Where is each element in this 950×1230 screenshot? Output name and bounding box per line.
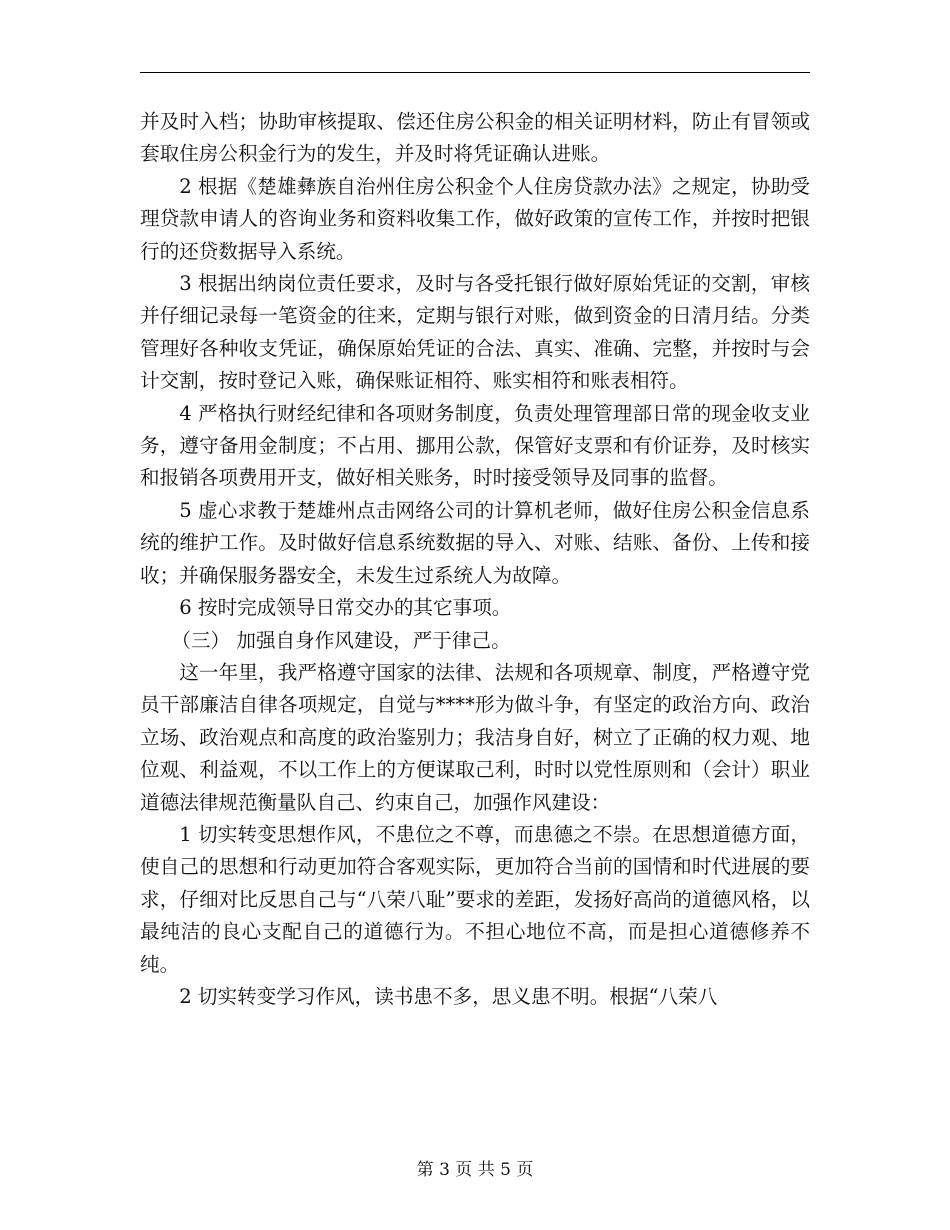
paragraph: 5 虚心求教于楚雄州点击网络公司的计算机老师，做好住房公积金信息系统的维护工作。及时做好信息系统数据的导入、对账、结账、备份、上传和接收；并确保服务器安全，未发生过系统人为故障。 bbox=[140, 498, 810, 587]
body-text bbox=[140, 106, 810, 1013]
paragraph: 并及时入档；协助审核提取、偿还住房公积金的相关证明材料，防止有冒领或套取住房公积金行为的发生，并及时将凭证确认进账。 bbox=[140, 110, 810, 166]
header-rule bbox=[140, 72, 810, 73]
paragraph: 2 切实转变学习作风，读书患不多，思义患不明。根据“八荣八 bbox=[179, 984, 718, 1008]
paragraph: 1 切实转变思想作风，不患位之不尊，而患德之不崇。在思想道德方面，使自己的思想和行动更加符合客观实际，更加符合当前的国情和时代进展的要求，仔细对比反思自己与“八荣八耻”要求的差距，发扬好高尚的道德风格，以最纯洁的良心支配自己的道德行为。不担心地位不高，而是担心道德修养不纯。 bbox=[140, 822, 810, 976]
paragraph: 6 按时完成领导日常交办的其它事项。 bbox=[179, 596, 512, 620]
section-heading: （三） 加强自身作风建设，严于律己。 bbox=[171, 628, 511, 652]
paragraph: 3 根据出纳岗位责任要求，及时与各受托银行做好原始凭证的交割，审核并仔细记录每一笔资金的往来，定期与银行对账，做到资金的日清月结。分类管理好各种收支凭证，确保原始凭证的合法、真实、准确、完整，并按时与会计交割，按时登记入账，确保账证相符、账实相符和账表相符。 bbox=[140, 272, 810, 393]
paragraph: 2 根据《楚雄彝族自治州住房公积金个人住房贷款办法》之规定，协助受理贷款申请人的咨询业务和资料收集工作，做好政策的宣传工作，并按时把银行的还贷数据导入系统。 bbox=[140, 174, 810, 263]
paragraph: 4 严格执行财经纪律和各项财务制度，负责处理管理部日常的现金收支业务，遵守备用金制度；不占用、挪用公款，保管好支票和有价证券，及时核实和报销各项费用开支，做好相关账务，时时接受领导及同事的监督。 bbox=[140, 401, 810, 490]
page-number-footer: 第 3 页 共 5 页 bbox=[416, 1160, 534, 1180]
paragraph: 这一年里，我严格遵守国家的法律、法规和各项规章、制度，严格遵守党员干部廉洁自律各项规定，自觉与****形为做斗争，有坚定的政治方向、政治立场、政治观点和高度的政治鉴别力；我洁身自好，树立了正确的权力观、地位观、利益观，不以工作上的方便谋取己利，时时以党性原则和（会计）职业道德法律规范衡量队自己、约束自己，加强作风建设： bbox=[140, 660, 810, 814]
